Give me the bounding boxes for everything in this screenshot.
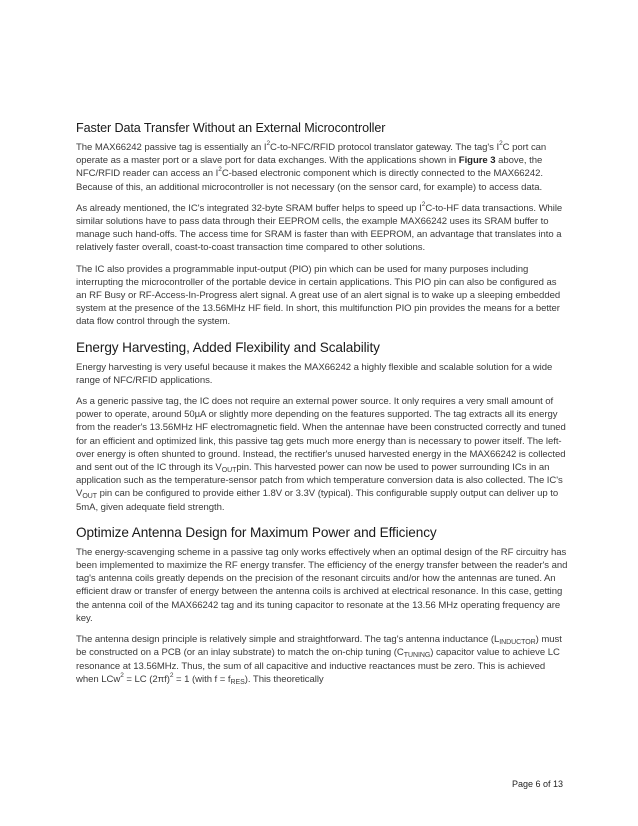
page-content bbox=[76, 121, 568, 686]
section-heading-energy-harvesting: Energy Harvesting, Added Flexibility and Scalability bbox=[76, 339, 380, 355]
section-heading-antenna-design: Optimize Antenna Design for Maximum Power and Efficiency bbox=[76, 524, 437, 540]
paragraph-pio-pin: The IC also provides a programmable input-output (PIO) pin which can be used for many purposes including interrupting the microcontroller of the portable device in certain applications. This PIO pin can also be configured as an RF Busy or RF-Access-In-Progress alert signal. A great use of an alert signal is to wake up a sleeping embedded system at the presence of the 13.56MHz HF field. In short, this multifunction PIO pin provides the means for a better data flow control through the system. bbox=[76, 263, 561, 328]
section-heading-data-transfer: Faster Data Transfer Without an External Microcontroller bbox=[76, 121, 386, 135]
paragraph-energy-intro: Energy harvesting is very useful because it makes the MAX66242 a highly flexible and scalable solution for a wide range of NFC/RFID applications. bbox=[76, 361, 553, 386]
paragraph-rf-energy-transfer: The energy-scavenging scheme in a passive tag only works effectively when an optimal design of the RF circuitry has been implemented to maximize the RF energy transfer. The efficiency of the energy transfer between the reader's and tag's antenna coils greatly depends on the precision of the resonant circuits and/or how the antennas are tuned. An efficient draw or transfer of energy between the antenna coils is archived at electrical resonance. In this case, getting the antenna coil of the MAX66242 tag and its tuning capacitor to resonate at the 13.56 MHz operating frequency are key. bbox=[76, 546, 568, 624]
paragraph-passive-tag-power: As a generic passive tag, the IC does not require an external power source. It only requires a very small amount of power to operate, around 50µA or slightly more depending on the features supported. The tag extracts all its energy from the reader's 13.56MHz HF electromagnetic field. When the antennae have been constructed correctly and tuned for an efficient and optimized link, this passive tag gets much more energy than is necessary to power itself. The left-over energy is often shunted to ground. Instead, the rectifier's unused harvested energy in the MAX66242 is collected and sent out of the IC through its $V_{OUT}pin$. This harvested power can now be used to power surrounding ICs in an application such as the temperature-sensor patch from which temperature conversion data is also collected. The IC's $V_{OUT}$ pin can be configured to provide either 1.8V or 3.3V (typical). This configurable supply output can deliver up to 5mA, given adequate field strength. bbox=[76, 396, 566, 513]
paragraph-i2c-gateway: The MAX66242 passive tag is essentially an $I^2C-to-NFC$/RFID protocol translator gateway. The tag's $I^2C$ port can operate as a master port or a slave port for data exchanges. With the applications shown in Figure 3 above, the NFC/RFID reader can access an $I^2C$-based electronic component which is directly connected to the MAX66242. Because of this, an additional microcontroller is not necessary (on the sensor card, for example) to access data. bbox=[76, 140, 547, 193]
paragraph-sram-buffer: As already mentioned, the IC's integrated 32-byte SRAM buffer helps to speed up $I^2C-to-HF$ data transactions. While similar solutions have to pass data through their EEPROM cells, the example MAX66242 uses its SRAM buffer to manage such hand-offs. The access time for SRAM is faster than with EEPROM, an advantage that translates into a relatively faster overall, coast-to-coast transaction time compared to other solutions. bbox=[76, 200, 563, 254]
figure-reference: Figure 3 bbox=[458, 155, 496, 167]
paragraph-lc-resonance: The antenna design principle is relatively simple and straightforward. The tag's antenna inductance $(L_{INDUCTOR})$ must be constructed on a PCB (or an inlay substrate) to match the on-chip tuning $(C_{TUNING})$ capacitor value to achieve LC resonance at 13.56MHz. Thus, the sum of all capacitive and inductive reactances must be zero. This is achieved when LCw$^2$ = LC $(2\pi f)^2 = 1$ (with $f = f_{RES}$). This theoretically bbox=[76, 634, 562, 686]
page-number: Page 6 of 13 bbox=[512, 779, 564, 789]
